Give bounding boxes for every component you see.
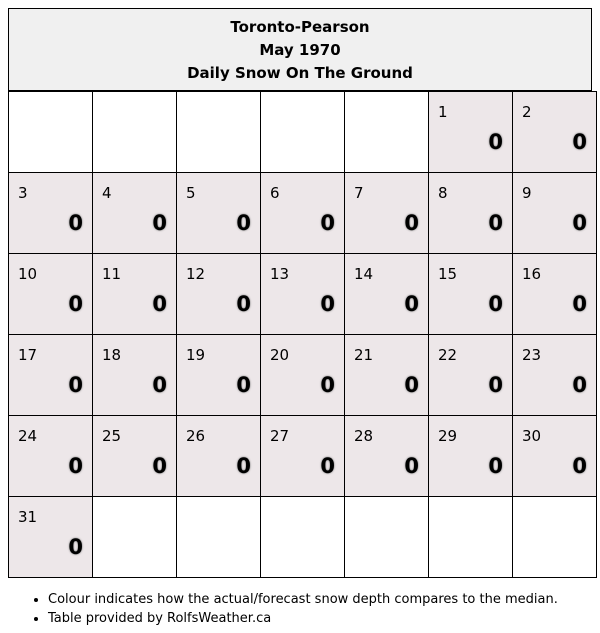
snow-depth-value: 0 xyxy=(68,373,83,397)
day-number: 26 xyxy=(186,427,206,445)
calendar-day-cell xyxy=(513,173,597,254)
day-number: 30 xyxy=(522,427,542,445)
snow-depth-value: 0 xyxy=(68,292,83,316)
calendar-empty-cell xyxy=(345,497,429,578)
calendar-day-cell xyxy=(345,173,429,254)
snow-depth-value: 0 xyxy=(488,373,503,397)
day-number: 6 xyxy=(270,184,280,202)
snow-depth-value: 0 xyxy=(488,292,503,316)
calendar-day-cell xyxy=(9,173,93,254)
calendar-empty-cell xyxy=(93,497,177,578)
calendar-day-cell xyxy=(345,254,429,335)
calendar-day-cell xyxy=(513,254,597,335)
calendar-day-cell xyxy=(513,416,597,497)
snow-depth-value: 0 xyxy=(236,454,251,478)
calendar-header xyxy=(8,8,592,91)
snow-depth-value: 0 xyxy=(236,211,251,235)
snow-depth-value: 0 xyxy=(236,292,251,316)
station-title: Toronto-Pearson xyxy=(230,18,370,36)
calendar-empty-cell xyxy=(261,92,345,173)
calendar-day-cell xyxy=(177,173,261,254)
note-attribution: • Table provided by RolfsWeather.ca xyxy=(48,609,592,628)
calendar-day-cell xyxy=(177,416,261,497)
calendar-week-row xyxy=(9,173,597,254)
calendar-day-cell xyxy=(429,92,513,173)
snow-depth-value: 0 xyxy=(152,454,167,478)
day-number: 29 xyxy=(438,427,458,445)
day-number: 9 xyxy=(522,184,532,202)
day-number: 17 xyxy=(18,346,38,364)
snow-depth-value: 0 xyxy=(68,535,83,559)
day-number: 25 xyxy=(102,427,122,445)
calendar-day-cell xyxy=(177,335,261,416)
day-number: 13 xyxy=(270,265,290,283)
notes-list xyxy=(8,590,592,628)
note-colour-legend: • Colour indicates how the actual/forecast snow depth compares to the median. xyxy=(48,590,592,609)
snow-depth-value: 0 xyxy=(404,292,419,316)
calendar-day-cell xyxy=(9,335,93,416)
day-number: 5 xyxy=(186,184,196,202)
day-number: 23 xyxy=(522,346,542,364)
day-number: 2 xyxy=(522,103,532,121)
snow-depth-value: 0 xyxy=(488,211,503,235)
day-number: 7 xyxy=(354,184,364,202)
day-number: 19 xyxy=(186,346,206,364)
calendar-empty-cell xyxy=(345,92,429,173)
calendar-day-cell xyxy=(429,173,513,254)
snow-calendar xyxy=(8,8,592,628)
snow-depth-value: 0 xyxy=(152,292,167,316)
day-number: 8 xyxy=(438,184,448,202)
snow-depth-value: 0 xyxy=(404,454,419,478)
day-number: 10 xyxy=(18,265,38,283)
calendar-day-cell xyxy=(261,416,345,497)
snow-depth-value: 0 xyxy=(68,211,83,235)
calendar-week-row xyxy=(9,497,597,578)
snow-depth-value: 0 xyxy=(572,292,587,316)
day-number: 15 xyxy=(438,265,458,283)
snow-depth-value: 0 xyxy=(404,211,419,235)
snow-depth-value: 0 xyxy=(572,211,587,235)
snow-depth-value: 0 xyxy=(320,292,335,316)
calendar-day-cell xyxy=(429,335,513,416)
day-number: 31 xyxy=(18,508,38,526)
day-number: 28 xyxy=(354,427,374,445)
day-number: 11 xyxy=(102,265,122,283)
calendar-week-row xyxy=(9,416,597,497)
calendar-day-cell xyxy=(261,335,345,416)
calendar-day-cell xyxy=(261,254,345,335)
calendar-day-cell xyxy=(177,254,261,335)
snow-depth-value: 0 xyxy=(320,454,335,478)
calendar-day-cell xyxy=(429,416,513,497)
snow-depth-value: 0 xyxy=(320,373,335,397)
calendar-day-cell xyxy=(345,335,429,416)
calendar-empty-cell xyxy=(9,92,93,173)
day-number: 4 xyxy=(102,184,112,202)
calendar-day-cell xyxy=(93,416,177,497)
calendar-week-row xyxy=(9,335,597,416)
calendar-empty-cell xyxy=(177,497,261,578)
period-title: May 1970 xyxy=(259,41,341,59)
snow-depth-value: 0 xyxy=(236,373,251,397)
day-number: 27 xyxy=(270,427,290,445)
snow-depth-value: 0 xyxy=(572,130,587,154)
calendar-day-cell xyxy=(345,416,429,497)
snow-depth-value: 0 xyxy=(488,130,503,154)
calendar-day-cell xyxy=(513,335,597,416)
snow-depth-value: 0 xyxy=(572,373,587,397)
calendar-week-row xyxy=(9,92,597,173)
calendar-day-cell xyxy=(429,254,513,335)
snow-depth-value: 0 xyxy=(572,454,587,478)
snow-depth-value: 0 xyxy=(152,373,167,397)
day-number: 14 xyxy=(354,265,374,283)
calendar-day-cell xyxy=(513,92,597,173)
metric-title: Daily Snow On The Ground xyxy=(187,64,413,82)
calendar-grid xyxy=(8,91,597,578)
calendar-day-cell xyxy=(93,335,177,416)
snow-depth-value: 0 xyxy=(488,454,503,478)
day-number: 20 xyxy=(270,346,290,364)
calendar-empty-cell xyxy=(429,497,513,578)
day-number: 21 xyxy=(354,346,374,364)
calendar-day-cell xyxy=(9,254,93,335)
calendar-day-cell xyxy=(93,173,177,254)
day-number: 24 xyxy=(18,427,38,445)
day-number: 16 xyxy=(522,265,542,283)
day-number: 3 xyxy=(18,184,28,202)
calendar-day-cell xyxy=(261,173,345,254)
calendar-day-cell xyxy=(93,254,177,335)
day-number: 18 xyxy=(102,346,122,364)
day-number: 1 xyxy=(438,103,448,121)
calendar-empty-cell xyxy=(93,92,177,173)
calendar-day-cell xyxy=(9,497,93,578)
day-number: 22 xyxy=(438,346,458,364)
calendar-empty-cell xyxy=(177,92,261,173)
calendar-day-cell xyxy=(9,416,93,497)
snow-depth-value: 0 xyxy=(404,373,419,397)
day-number: 12 xyxy=(186,265,206,283)
snow-depth-value: 0 xyxy=(152,211,167,235)
snow-depth-value: 0 xyxy=(320,211,335,235)
snow-depth-value: 0 xyxy=(68,454,83,478)
calendar-week-row xyxy=(9,254,597,335)
calendar-empty-cell xyxy=(513,497,597,578)
calendar-empty-cell xyxy=(261,497,345,578)
